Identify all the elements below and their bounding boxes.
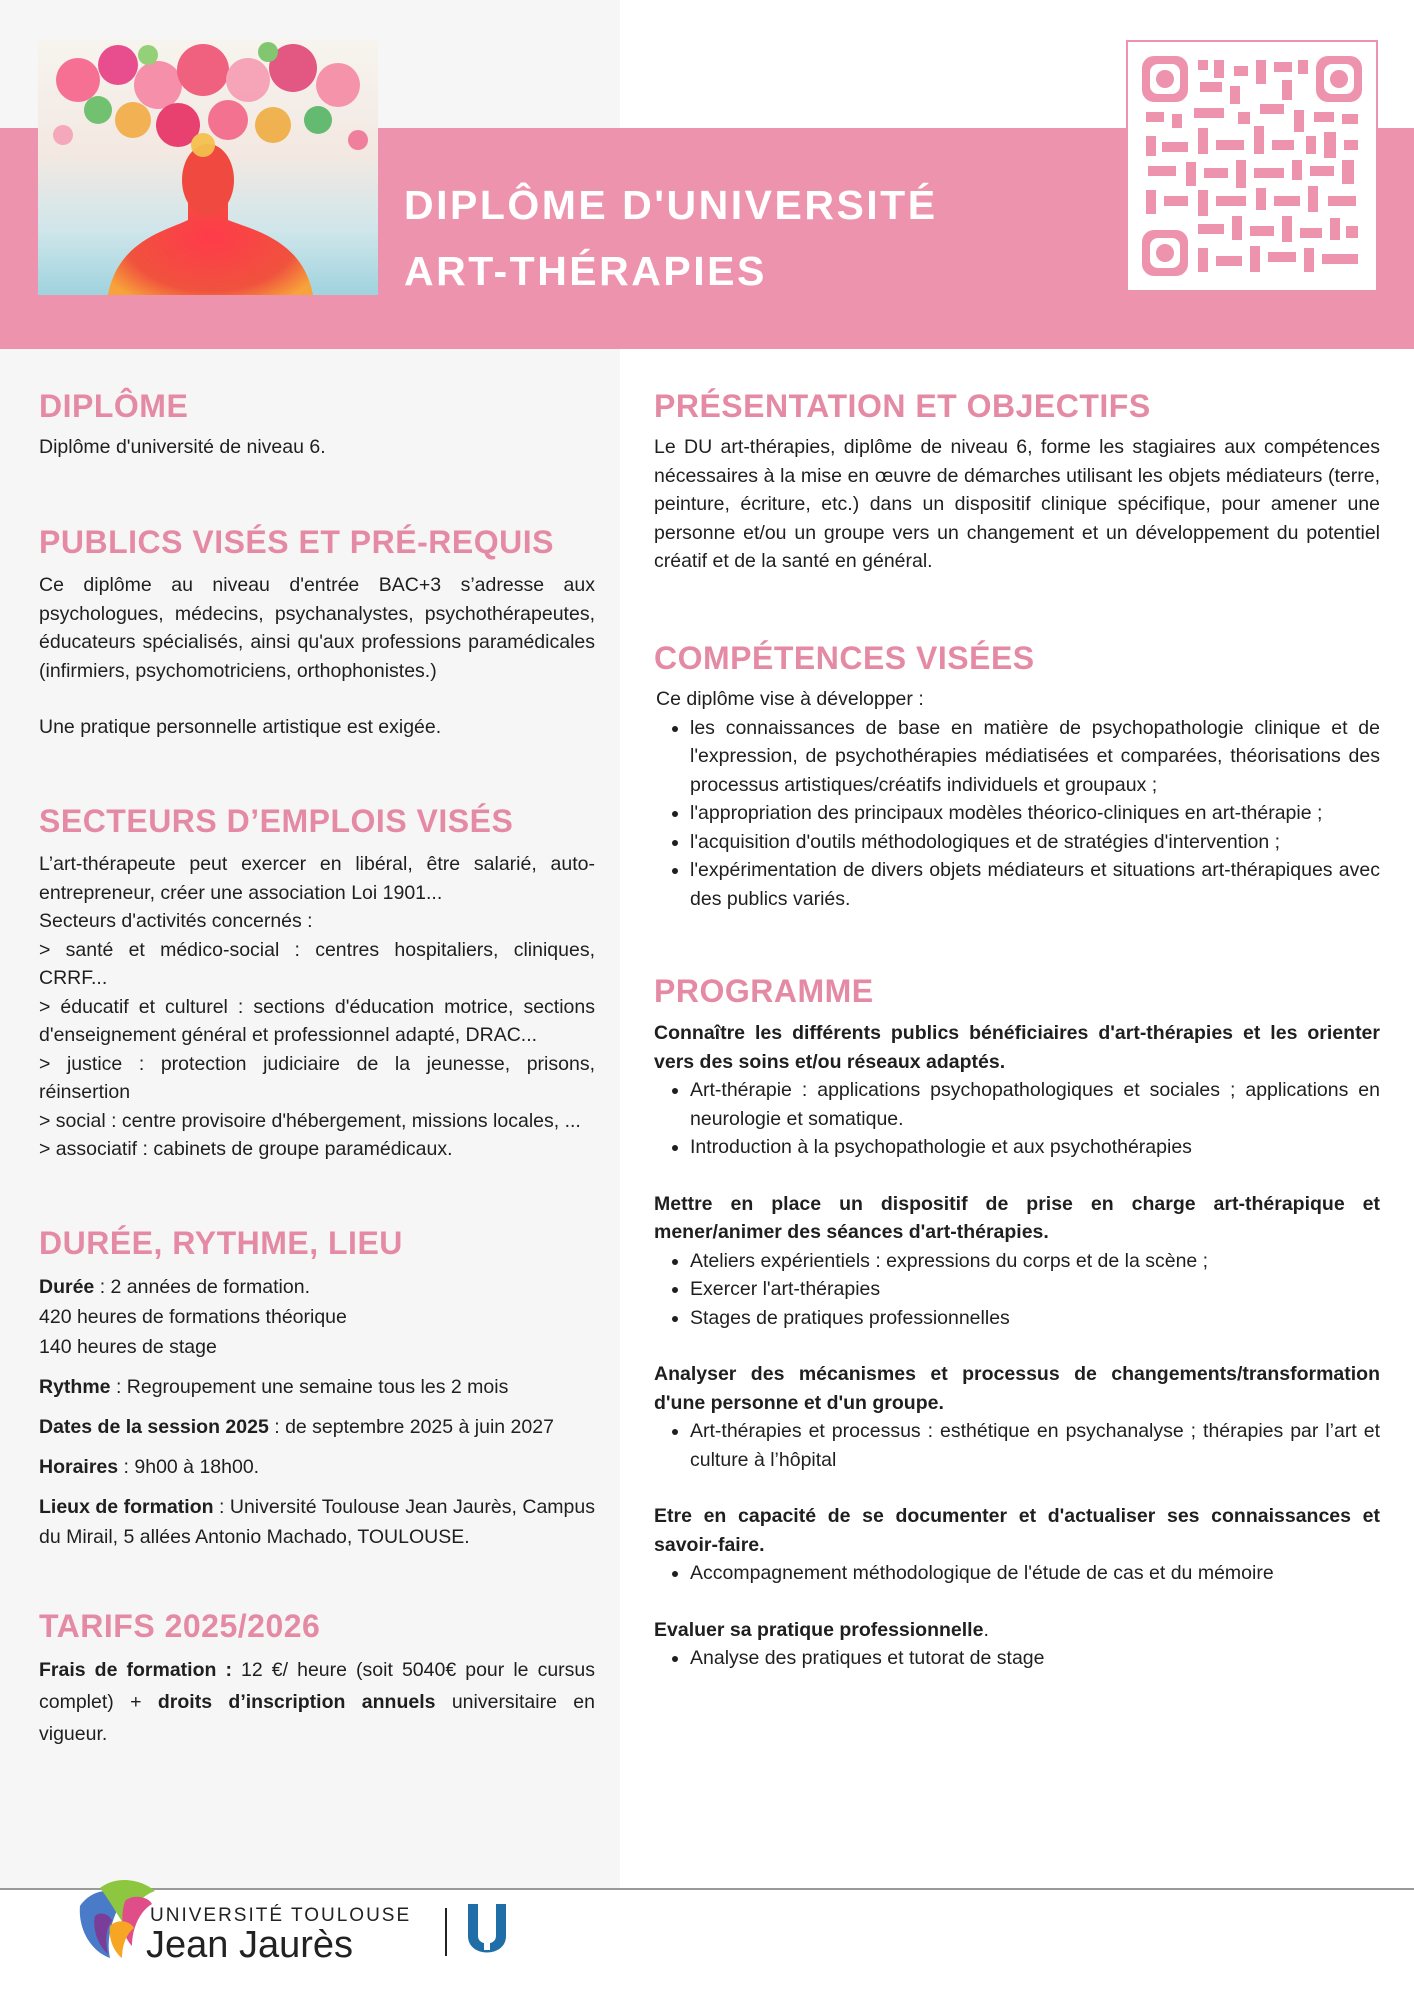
footer-divider [0, 1888, 1414, 1890]
diplome-text: Diplôme d'université de niveau 6. [39, 436, 326, 458]
list-item: • Stages de pratiques professionnelles [690, 1304, 1380, 1333]
duree-section [39, 1272, 595, 1552]
dates-line [39, 1412, 595, 1442]
programme-list [654, 1644, 1380, 1673]
secteurs-line: > éducatif et culturel : sections d'éducation motrice, sections d'enseignement général et professionnel adapté, DRAC... [39, 995, 595, 1046]
qr-code-icon [1142, 56, 1362, 276]
competences-list [654, 714, 1380, 914]
tarifs-text [39, 1654, 595, 1750]
horaires-value: : 9h00 à 18h00. [118, 1456, 260, 1478]
page-title [404, 172, 1004, 304]
secteurs-section [39, 850, 595, 1164]
programme-block-title: Evaluer sa pratique professionnelle [654, 1618, 984, 1641]
list-item: • Introduction à la psychopathologie et aux psychothérapies [690, 1133, 1380, 1162]
heading-diplome: DIPLÔME [39, 388, 189, 424]
tarifs-label-frais: Frais de formation : [39, 1659, 232, 1681]
publics-paragraph-2: Une pratique personnelle artistique est exigée. [39, 716, 442, 738]
duree-line [39, 1272, 595, 1302]
rythme-line [39, 1372, 595, 1402]
title-line-1: DIPLÔME D'UNIVERSITÉ [404, 182, 938, 228]
programme-list [654, 1417, 1380, 1474]
logo-text-university: UNIVERSITÉ TOULOUSE [150, 1905, 412, 1926]
programme-block-title: Etre en capacité de se documenter et d'actualiser ses connaissances et savoir-faire. [654, 1505, 1380, 1556]
tarifs-section [39, 1654, 595, 1750]
heading-presentation: PRÉSENTATION ET OBJECTIFS [654, 388, 1151, 424]
heading-duree: DURÉE, RYTHME, LIEU [39, 1225, 403, 1261]
heading-competences: COMPÉTENCES VISÉES [654, 640, 1035, 676]
duree-hours-stage: 140 heures de stage [39, 1336, 217, 1358]
logo-separator [445, 1908, 447, 1956]
qr-code[interactable] [1126, 40, 1378, 292]
flower-head-illustration [38, 40, 378, 295]
list-item: • Accompagnement méthodologique de l'étude de cas et du mémoire [690, 1559, 1380, 1588]
heading-tarifs: TARIFS 2025/2026 [39, 1608, 321, 1644]
programme-section [654, 1019, 1380, 1673]
programme-block-title: Connaître les différents publics bénéficiaires d'art-thérapies et les orienter vers des soins et/ou réseaux adaptés. [654, 1022, 1380, 1073]
list-item: • Art-thérapie : applications psychopathologiques et sociales ; applications en neurologie et somatique. [690, 1076, 1380, 1133]
list-item: • Art-thérapies et processus : esthétique en psychanalyse ; thérapies par l’art et culture à l’hôpital [690, 1417, 1380, 1474]
secteurs-line: > social : centre provisoire d'hébergement, missions locales, ... [39, 1109, 581, 1132]
competences-intro: Ce diplôme vise à développer : [656, 688, 924, 710]
list-item: • l'expérimentation de divers objets médiateurs et situations art-thérapiques avec des publics variés. [690, 856, 1380, 913]
lieux-line [39, 1492, 595, 1552]
dates-label: Dates de la session 2025 [39, 1416, 269, 1438]
secteurs-line: Secteurs d'activités concernés : [39, 910, 313, 932]
duree-label: Durée [39, 1276, 95, 1298]
tarifs-value-droits: universitaire en vigueur. [39, 1691, 596, 1745]
u-monogram-icon [462, 1900, 512, 1962]
programme-block-title: Mettre en place un dispositif de prise en charge art-thérapique et mener/animer des séances d'art-thérapies. [654, 1192, 1380, 1243]
heading-publics: PUBLICS VISÉS ET PRÉ-REQUIS [39, 524, 554, 560]
title-line-2: ART-THÉRAPIES [404, 248, 767, 294]
heading-programme: PROGRAMME [654, 973, 874, 1009]
lieux-label: Lieux de formation [39, 1496, 214, 1518]
tarifs-label-droits: droits d’inscription annuels [157, 1691, 436, 1713]
horaires-label: Horaires [39, 1456, 119, 1478]
presentation-text: Le DU art-thérapies, diplôme de niveau 6, forme les stagiaires aux compétences nécessaires à la mise en œuvre de démarches utilisant les objets médiateurs (terre, peinture, écriture, etc.) dans un dispositif clinique spécifique, pour amener une personne et/ou un groupe vers un changement et un développement du potentiel créatif et de la santé en général. [654, 436, 1380, 572]
list-item: • les connaissances de base en matière de psychopathologie clinique et de l'expression, de psychothérapies médiatisées et comparées, théorisations des processus artistiques/créatifs individuels et groupaux ; [690, 714, 1380, 800]
duree-value: : 2 années de formation. [94, 1276, 310, 1298]
list-item: • Exercer l'art-thérapies [690, 1275, 1380, 1304]
programme-list [654, 1076, 1380, 1162]
list-item: • Analyse des pratiques et tutorat de stage [690, 1644, 1380, 1673]
programme-list [654, 1247, 1380, 1333]
list-item: • l'appropriation des principaux modèles théorico-cliniques en art-thérapie ; [690, 799, 1380, 828]
logo-text-name: Jean Jaurès [146, 1924, 354, 1966]
publics-section [39, 571, 595, 742]
duree-hours-theory: 420 heures de formations théorique [39, 1306, 347, 1328]
secteurs-line: > santé et médico-social : centres hospitaliers, cliniques, CRRF... [39, 938, 595, 989]
hero-image [38, 40, 378, 295]
heading-secteurs: SECTEURS D’EMPLOIS VISÉS [39, 803, 514, 839]
programme-block-title: Analyser des mécanismes et processus de changements/transformation d'une personne et d'un groupe. [654, 1363, 1380, 1414]
tarifs-value-frais: 12 €/ heure (soit 5040€ pour le cursus complet) + [39, 1659, 595, 1713]
dates-value: : de septembre 2025 à juin 2027 [268, 1416, 554, 1438]
list-item: • l'acquisition d'outils méthodologiques et de stratégies d'intervention ; [690, 828, 1380, 857]
programme-block-title-suffix: . [983, 1618, 989, 1641]
lieux-value: : Université Toulouse Jean Jaurès, Campus du Mirail, 5 allées Antonio Machado, TOULOUSE. [39, 1496, 595, 1548]
programme-block-title-line [654, 1616, 1380, 1645]
secteurs-line: > justice : protection judiciaire de la jeunesse, prisons, réinsertion [39, 1052, 595, 1103]
list-item: • Ateliers expérientiels : expressions du corps et de la scène ; [690, 1247, 1380, 1276]
publics-paragraph-1: Ce diplôme au niveau d'entrée BAC+3 s’adresse aux psychologues, médecins, psychanalystes, psychothérapeutes, éducateurs spécialisés, ainsi qu'aux professions paramédicales (infirmiers, psychomotriciens, orthophonistes.) [39, 574, 595, 682]
programme-list [654, 1559, 1380, 1588]
secteurs-line: > associatif : cabinets de groupe paramédicaux. [39, 1138, 453, 1160]
secteurs-line: L’art-thérapeute peut exercer en libéral, être salarié, auto-entrepreneur, créer une association Loi 1901... [39, 853, 595, 904]
rythme-value: : Regroupement une semaine tous les 2 mois [110, 1376, 509, 1398]
horaires-line [39, 1452, 595, 1482]
rythme-label: Rythme [39, 1376, 111, 1398]
competences-section [654, 685, 1380, 913]
